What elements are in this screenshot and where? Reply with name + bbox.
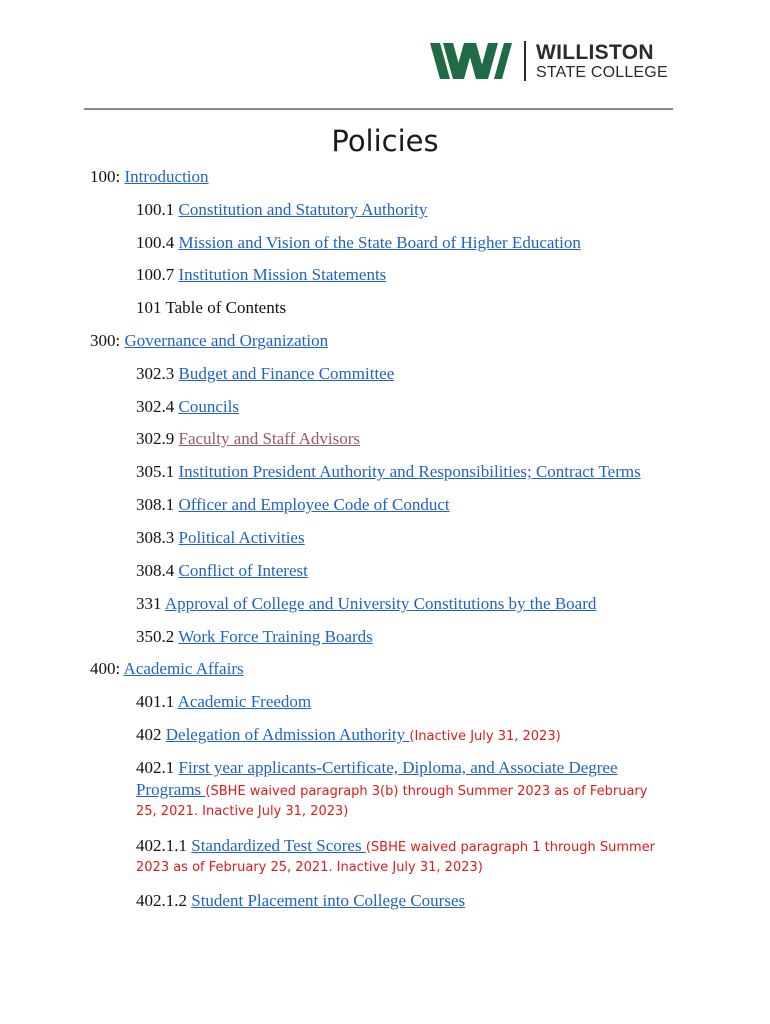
policy-item-402-1-1 — [136, 835, 655, 859]
policy-item-101 — [136, 297, 286, 319]
policy-item-302-3 — [136, 363, 394, 385]
policy-link-president-authority[interactable]: Institution President Authority and Responsibilities; Contract Terms — [178, 462, 641, 481]
waiver-note: (SBHE waived paragraph 1 through Summer — [365, 840, 655, 855]
policy-item-402 — [136, 724, 561, 748]
section-100 — [90, 166, 209, 188]
policy-item-402-1-cont — [136, 779, 647, 803]
policy-link-mission-vision[interactable]: Mission and Vision of the State Board of Higher Education — [178, 233, 581, 252]
policy-item-100-4 — [136, 232, 581, 254]
policy-number: 402.1 — [136, 758, 175, 777]
policy-item-350-2 — [136, 626, 373, 648]
policy-link-standardized-test-scores[interactable]: Standardized Test Scores — [191, 836, 366, 855]
section-number: 300: — [90, 331, 121, 350]
policy-number: 302.4 — [136, 397, 175, 416]
policy-link-admission-authority[interactable]: Delegation of Admission Authority — [165, 725, 410, 744]
logo-line1: WILLISTON — [536, 40, 654, 64]
policy-link-mission-statements[interactable]: Institution Mission Statements — [178, 265, 387, 284]
policy-number: 302.9 — [136, 429, 175, 448]
policy-link-first-year-applicants[interactable]: First year applicants-Certificate, Diploma, and Associate Degree — [178, 758, 618, 777]
waiver-note: (SBHE waived paragraph 3(b) through Summer 2023 as of February — [205, 784, 648, 799]
policy-text: 101 Table of Contents — [136, 298, 287, 317]
policy-item-100-1 — [136, 199, 427, 221]
policy-item-308-1 — [136, 494, 450, 516]
policy-number: 302.3 — [136, 364, 175, 383]
policy-link-workforce-training[interactable]: Work Force Training Boards — [178, 627, 373, 646]
logo-wordmark — [536, 42, 668, 81]
section-link-introduction[interactable]: Introduction — [124, 167, 209, 186]
section-400 — [90, 658, 244, 680]
policy-link-programs[interactable]: Programs — [136, 780, 206, 799]
policy-item-100-7 — [136, 264, 386, 286]
policy-number: 331 — [136, 594, 162, 613]
policy-link-councils[interactable]: Councils — [178, 397, 239, 416]
policy-number: 100.4 — [136, 233, 175, 252]
policy-item-302-4 — [136, 396, 239, 418]
policy-link-constitution[interactable]: Constitution and Statutory Authority — [178, 200, 428, 219]
policy-item-308-3 — [136, 527, 305, 549]
policy-item-402-1 — [136, 757, 618, 779]
section-link-academic-affairs[interactable]: Academic Affairs — [123, 659, 244, 678]
policy-link-code-of-conduct[interactable]: Officer and Employee Code of Conduct — [178, 495, 450, 514]
policy-link-faculty-staff-advisors[interactable]: Faculty and Staff Advisors — [178, 429, 360, 448]
policy-item-302-9 — [136, 428, 360, 450]
policy-item-331 — [136, 593, 596, 615]
logo-divider — [524, 41, 526, 81]
policy-link-constitutions-approval[interactable]: Approval of College and University Constitutions by the Board — [164, 594, 597, 613]
policy-item-402-1-2 — [136, 890, 465, 912]
policy-number: 350.2 — [136, 627, 175, 646]
policy-item-401-1 — [136, 691, 311, 713]
waiver-note-cont: 2023 as of February 25, 2021. Inactive July 31, 2023) — [136, 860, 483, 875]
inactive-note: (Inactive July 31, 2023) — [409, 729, 561, 744]
policy-item-305-1 — [136, 461, 641, 483]
policy-number: 402 — [136, 725, 162, 744]
section-number: 100: — [90, 167, 121, 186]
section-link-governance[interactable]: Governance and Organization — [124, 331, 329, 350]
policy-number: 401.1 — [136, 692, 175, 711]
logo-mark-icon — [430, 41, 512, 81]
policy-link-conflict-of-interest[interactable]: Conflict of Interest — [178, 561, 308, 580]
college-logo — [430, 40, 668, 82]
policy-number: 308.4 — [136, 561, 175, 580]
policy-link-academic-freedom[interactable]: Academic Freedom — [177, 692, 312, 711]
page-title: Policies — [331, 124, 439, 158]
section-300 — [90, 330, 328, 352]
logo-line2: STATE COLLEGE — [536, 63, 668, 81]
policy-number: 308.3 — [136, 528, 175, 547]
policy-number: 100.7 — [136, 265, 175, 284]
policy-number: 100.1 — [136, 200, 175, 219]
policy-link-political-activities[interactable]: Political Activities — [178, 528, 305, 547]
policy-link-budget-finance[interactable]: Budget and Finance Committee — [178, 364, 395, 383]
policy-number: 308.1 — [136, 495, 175, 514]
section-number: 400: — [90, 659, 121, 678]
policy-number: 402.1.2 — [136, 891, 187, 910]
header-rule — [84, 108, 673, 110]
policy-link-student-placement[interactable]: Student Placement into College Courses — [191, 891, 466, 910]
policy-item-308-4 — [136, 560, 308, 582]
policy-number: 305.1 — [136, 462, 175, 481]
policy-number: 402.1.1 — [136, 836, 187, 855]
waiver-note-cont: 25, 2021. Inactive July 31, 2023) — [136, 804, 349, 819]
